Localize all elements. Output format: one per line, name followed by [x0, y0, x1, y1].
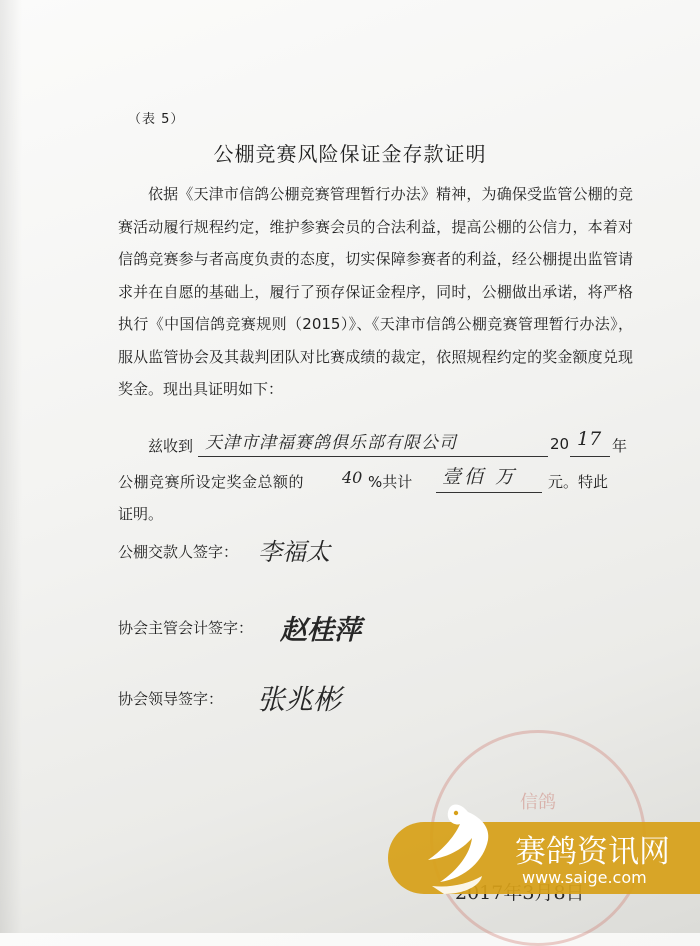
amount-suffix: 元。特此 — [548, 473, 609, 491]
watermark-brand: 赛鸽资讯网 — [515, 834, 670, 870]
year-prefix: 20 — [550, 435, 570, 453]
accountant-sign-label: 协会主管会计签字： — [118, 619, 254, 637]
body-paragraph: 依据《天津市信鸽公棚竞赛管理暂行办法》精神，为确保受监管公棚的竞赛活动履行规程约定，维护参赛会员的合法利益，提高公棚的公信力，本着对信鸽竞赛参与者高度负责的态度，切实保障参赛者的利益，经公棚提出监管请求并在自愿的基础上，履行了预存保证金程序，同时，公棚做出承诺，将严格执行《中国信鸽竞赛规则（2015）》、《天津市信鸽公棚竞赛管理暂行办法》，服从监管协会及其裁判团队对比赛成绩的裁定，依照规程约定的奖金额度兑现奖金。现出具证明如下： — [118, 185, 633, 398]
document-title: 公棚竞赛风险保证金存款证明 — [213, 142, 487, 166]
certify-text: 证明。 — [118, 505, 164, 523]
stamp-text: 信鸽 — [520, 792, 556, 813]
payer-handwritten: 天津市津福赛鸽俱乐部有限公司 — [205, 433, 457, 453]
payer-underline — [198, 456, 548, 457]
year-handwritten: 17 — [577, 428, 602, 450]
payer-sign-label: 公棚交款人签字： — [118, 543, 239, 561]
year-underline — [570, 456, 610, 457]
year-suffix: 年 — [612, 437, 628, 455]
line2-prefix: 公棚竞赛所设定奖金总额的 — [118, 473, 305, 491]
receipt-prefix: 兹收到 — [148, 437, 194, 455]
amount-handwritten: 壹佰 万 — [442, 466, 518, 488]
percent-suffix: %共计 — [368, 473, 413, 491]
amount-underline — [436, 492, 542, 493]
pigeon-logo-icon — [410, 794, 510, 906]
watermark-url: www.saige.com — [522, 868, 647, 887]
accountant-signature: 赵桂萍 — [280, 615, 361, 646]
form-number: （表 5） — [128, 112, 185, 127]
payer-signature: 李福太 — [258, 538, 330, 566]
leader-signature: 张兆彬 — [257, 683, 342, 716]
percent-handwritten: 40 — [342, 468, 363, 487]
leader-sign-label: 协会领导签字： — [118, 690, 224, 708]
